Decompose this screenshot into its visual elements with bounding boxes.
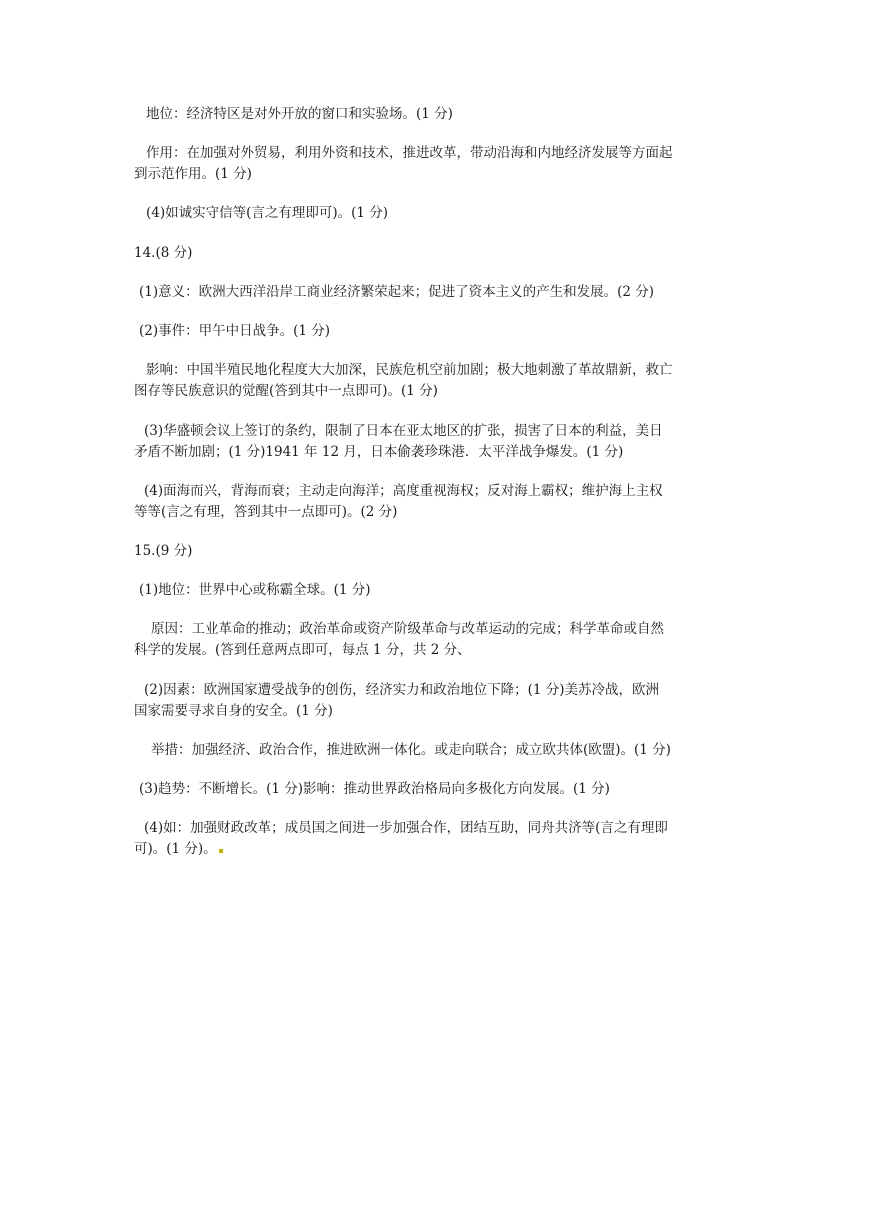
paragraph-q14-1 [134, 282, 744, 303]
highlight-mark [219, 849, 223, 853]
text-line: 作用：在加强对外贸易，利用外资和技术，推进改革，带动沿海和内地经济发展等方面起 [146, 145, 673, 161]
paragraph-q14-2-impact [134, 360, 744, 402]
text-line: (1)地位：世界中心或称霸全球。(1 分) [139, 582, 371, 598]
text-line: 等等(言之有理，答到其中一点即可)。(2 分) [134, 504, 398, 520]
paragraph-q15-1 [134, 580, 744, 601]
text-line: (3)华盛顿会议上签订的条约，限制了日本在亚太地区的扩张，损害了日本的利益，美日 [144, 423, 663, 439]
text-line: (1)意义：欧洲大西洋沿岸工商业经济繁荣起来；促进了资本主义的产生和发展。(2 分) [139, 284, 655, 300]
question-15-header [134, 541, 744, 562]
text-line: (2)事件：甲午中日战争。(1 分) [139, 323, 331, 339]
text-line: 15.(9 分) [134, 543, 193, 559]
paragraph-q15-4 [134, 818, 744, 860]
paragraph-q15-1-reason [134, 619, 744, 661]
paragraph-q14-3 [134, 421, 744, 463]
paragraph-q15-2-measures [134, 740, 744, 761]
text-line: (4)如：加强财政改革；成员国之间进一步加强合作，团结互助，同舟共济等(言之有理即 [144, 820, 668, 836]
paragraph-q15-3 [134, 779, 744, 800]
question-14-header [134, 243, 744, 264]
text-line: 举措：加强经济、政治合作，推进欧洲一体化。或走向联合；成立欧共体(欧盟)。(1 分) [151, 742, 671, 758]
text-line: 原因：工业革命的推动；政治革命或资产阶级革命与改革运动的完成；科学革命或自然 [151, 621, 664, 637]
paragraph-function [134, 143, 744, 185]
text-line: 科学的发展。(答到任意两点即可，每点 1 分，共 2 分、 [134, 642, 471, 658]
text-line: 矛盾不断加剧；(1 分)1941 年 12 月，日本偷袭珍珠港．太平洋战争爆发。(1 分) [134, 444, 624, 460]
text-line: (4)面海而兴，背海而衰；主动走向海洋；高度重视海权；反对海上霸权；维护海上主权 [144, 483, 663, 499]
text-line: 14.(8 分) [134, 245, 193, 261]
text-line: 地位：经济特区是对外开放的窗口和实验场。(1 分) [146, 106, 453, 122]
paragraph-q14-4 [134, 481, 744, 523]
text-line: (2)因素：欧洲国家遭受战争的创伤，经济实力和政治地位下降；(1 分)美苏冷战，欧洲 [144, 682, 660, 698]
paragraph-q14-2 [134, 321, 744, 342]
text-line: 国家需要寻求自身的安全。(1 分) [134, 703, 333, 719]
paragraph-status [134, 104, 744, 125]
text-line: 图存等民族意识的觉醒(答到其中一点即可)。(1 分) [134, 383, 438, 399]
text-line: 到示范作用。(1 分) [134, 166, 252, 182]
paragraph-q15-2 [134, 680, 744, 722]
paragraph-q13-4 [134, 203, 744, 224]
text-line: 影响：中国半殖民地化程度大大加深，民族危机空前加剧；极大地刺激了革故鼎新，救亡 [146, 362, 673, 378]
text-line [134, 839, 744, 860]
text-line: (4)如诚实守信等(言之有理即可)。(1 分) [146, 205, 389, 221]
text-fragment: 可)。(1 分)。 [134, 841, 217, 857]
text-line: (3)趋势：不断增长。(1 分)影响：推动世界政治格局向多极化方向发展。(1 分) [139, 781, 610, 797]
